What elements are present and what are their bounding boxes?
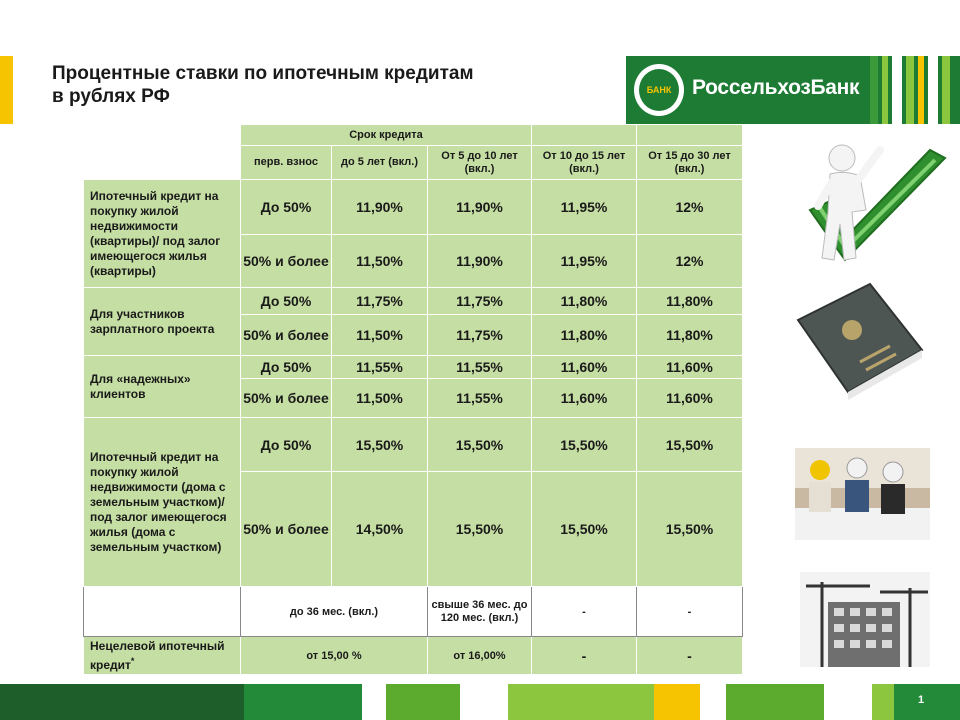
row-group-label: Для «надежных» клиентов [84, 356, 241, 418]
logo-stripe [928, 56, 938, 124]
footer-stripe [0, 684, 244, 720]
bank-logo-banner [626, 56, 960, 124]
rate-cell: 15,50% [428, 418, 532, 472]
header-empty-cell [637, 125, 743, 146]
rate-cell: 15,50% [532, 418, 637, 472]
rate-cell: 11,90% [332, 180, 428, 235]
term-col-header-4: От 15 до 30 лет (вкл.) [637, 146, 743, 180]
logo-stripe [942, 56, 950, 124]
title-line-2: в рублях РФ [52, 86, 170, 107]
logo-stripe [892, 56, 902, 124]
footer-stripe [654, 684, 700, 720]
down-payment-cell: До 50% [241, 418, 332, 472]
rate-cell: 11,80% [637, 288, 743, 315]
bank-emblem-icon [634, 64, 684, 116]
rate-cell: 11,60% [637, 356, 743, 379]
term-row-label [84, 587, 241, 637]
rate-cell: 12% [637, 235, 743, 288]
footer-stripe [872, 684, 894, 720]
term-col-header-1: до 5 лет (вкл.) [332, 146, 428, 180]
rate-cell: 11,55% [428, 379, 532, 418]
checkmark-figure-image [800, 140, 950, 280]
footer-stripe [726, 684, 824, 720]
rate-cell: 11,80% [532, 315, 637, 356]
header-empty-cell [532, 125, 637, 146]
logo-stripe [906, 56, 914, 124]
term-cell: - [532, 587, 637, 637]
builders-meeting-image [795, 448, 930, 540]
rate-cell: 11,50% [332, 315, 428, 356]
nontarget-rate-cell: - [532, 637, 637, 675]
rate-cell: 11,95% [532, 235, 637, 288]
down-payment-cell: До 50% [241, 288, 332, 315]
rate-cell: 11,60% [532, 356, 637, 379]
rate-cell: 11,95% [532, 180, 637, 235]
rate-cell: 11,90% [428, 180, 532, 235]
term-header: Срок кредита [241, 125, 532, 146]
down-payment-cell: До 50% [241, 356, 332, 379]
rate-cell: 11,60% [532, 379, 637, 418]
row-group-label: Для участников зарплатного проекта [84, 288, 241, 356]
down-payment-cell: 50% и более [241, 472, 332, 587]
rate-cell: 11,80% [532, 288, 637, 315]
footnote-star: * [130, 655, 135, 666]
term-cell: до 36 мес. (вкл.) [241, 587, 428, 637]
rate-cell: 15,50% [532, 472, 637, 587]
rate-cell: 11,75% [332, 288, 428, 315]
rate-cell: 15,50% [332, 418, 428, 472]
logo-stripe [870, 56, 878, 124]
term-col-header-2: От 5 до 10 лет (вкл.) [428, 146, 532, 180]
rate-cell: 15,50% [637, 472, 743, 587]
rate-cell: 11,90% [428, 235, 532, 288]
nontarget-rate-cell: от 16,00% [428, 637, 532, 675]
term-cell: свыше 36 мес. до 120 мес. (вкл.) [428, 587, 532, 637]
logo-stripe [918, 56, 924, 124]
rate-cell: 11,75% [428, 288, 532, 315]
emblem-text: БАНК [639, 69, 679, 111]
footer-stripe [508, 684, 654, 720]
page-title [52, 62, 572, 108]
term-col-header-3: От 10 до 15 лет (вкл.) [532, 146, 637, 180]
down-payment-cell: 50% и более [241, 235, 332, 288]
down-payment-cell: До 50% [241, 180, 332, 235]
row-group-label: Ипотечный кредит на покупку жилой недвижимости (квартиры)/ под залог имеющегося жилья (квартиры) [84, 180, 241, 288]
mortgage-rates-table [83, 124, 743, 675]
table-corner [84, 146, 241, 180]
footer-stripe [244, 684, 362, 720]
bank-name: РоссельхозБанк [692, 76, 860, 99]
rate-cell: 12% [637, 180, 743, 235]
logo-stripe [882, 56, 888, 124]
down-payment-header: перв. взнос [241, 146, 332, 180]
rate-cell: 14,50% [332, 472, 428, 587]
term-cell: - [637, 587, 743, 637]
nontarget-rate-cell: - [637, 637, 743, 675]
down-payment-cell: 50% и более [241, 379, 332, 418]
rate-cell: 11,60% [637, 379, 743, 418]
rate-cell: 11,55% [332, 356, 428, 379]
nontarget-rate-cell: от 15,00 % [241, 637, 428, 675]
table-corner [84, 125, 241, 146]
rate-cell: 15,50% [637, 418, 743, 472]
rate-cell: 11,50% [332, 235, 428, 288]
footer-stripe [386, 684, 460, 720]
down-payment-cell: 50% и более [241, 315, 332, 356]
nontarget-label: Нецелевой ипотечный кредит [90, 638, 225, 672]
work-book-image [790, 280, 930, 405]
footer-stripe [894, 684, 960, 720]
title-line-1: Процентные ставки по ипотечным кредитам [52, 63, 474, 84]
rate-cell: 11,50% [332, 379, 428, 418]
row-group-label: Ипотечный кредит на покупку жилой недвижимости (дома с земельным участком)/ под залог имеющегося жилья (дома с земельным участком) [84, 418, 241, 587]
left-accent-bar [0, 56, 13, 124]
rate-cell: 15,50% [428, 472, 532, 587]
rate-cell: 11,55% [428, 356, 532, 379]
building-crane-image [800, 572, 930, 667]
page-number: 1 [918, 694, 925, 706]
nontarget-label-cell [84, 637, 241, 675]
rate-cell: 11,80% [637, 315, 743, 356]
rate-cell: 11,75% [428, 315, 532, 356]
